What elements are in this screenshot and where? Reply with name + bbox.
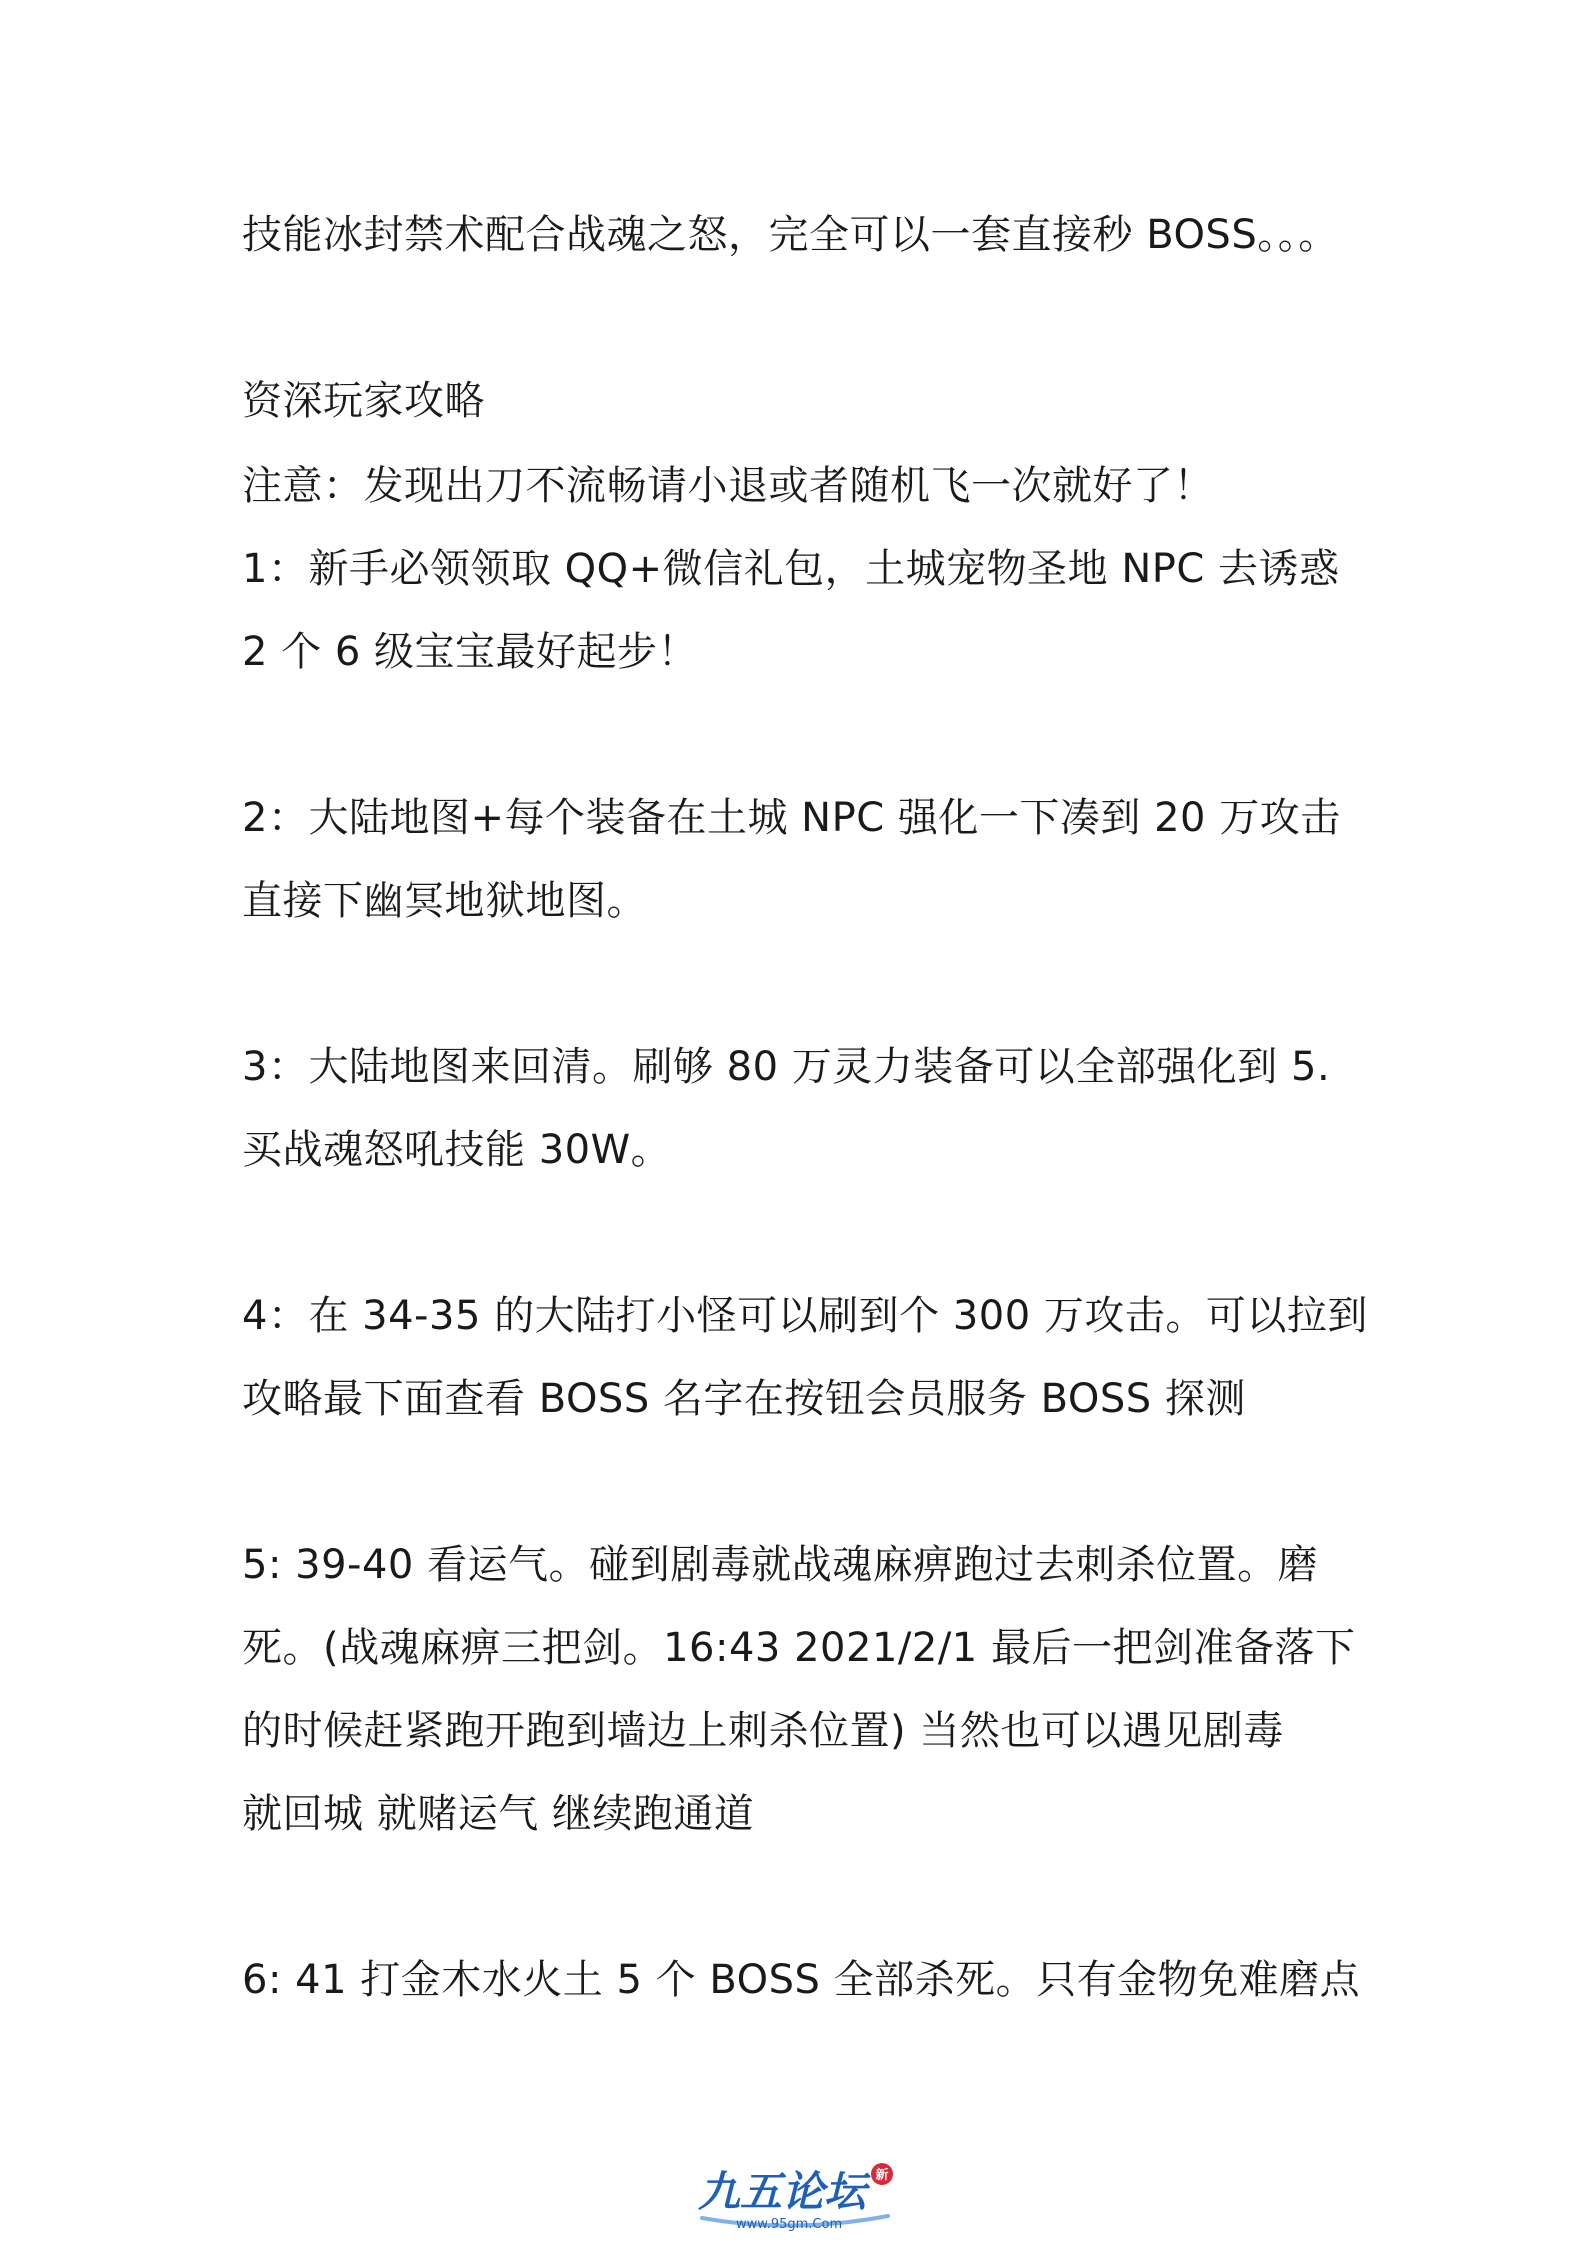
step-1-line-2: 2 个 6 级宝宝最好起步！ [242,629,699,675]
step-3-line-1: 3：大陆地图来回清。刷够 80 万灵力装备可以全部强化到 5. [242,1044,1331,1090]
step-4-line-2: 攻略最下面查看 BOSS 名字在按钮会员服务 BOSS 探测 [242,1376,1246,1422]
step-2-line-2: 直接下幽冥地狱地图。 [242,878,647,924]
step-5-line-1: 5: 39-40 看运气。碰到剧毒就战魂麻痹跑过去刺杀位置。磨 [242,1542,1319,1588]
footer-logo [692,2160,902,2232]
step-6-line-1: 6: 41 打金木水火土 5 个 BOSS 全部杀死。只有金物免难磨点 [242,1957,1361,2003]
section-heading: 资深玩家攻略 [242,378,485,424]
step-5-line-4: 就回城 就赌运气 继续跑通道 [242,1791,755,1837]
logo-text: 九五论坛 [698,2167,867,2216]
step-5-line-3: 的时候赶紧跑开跑到墙边上刺杀位置) 当然也可以遇见剧毒 [242,1708,1284,1754]
notice-line: 注意：发现出刀不流畅请小退或者随机飞一次就好了！ [242,463,1214,509]
logo-badge: 新 [875,2168,889,2183]
step-2-line-1: 2：大陆地图+每个装备在土城 NPC 强化一下凑到 20 万攻击 [242,795,1341,841]
text-line: 技能冰封禁术配合战魂之怒，完全可以一套直接秒 BOSS。。。 [242,212,1339,258]
logo-url: www.95gm.Com [736,2217,843,2232]
step-4-line-1: 4：在 34-35 的大陆打小怪可以刷到个 300 万攻击。可以拉到 [242,1293,1368,1339]
step-1-line-1: 1：新手必领领取 QQ+微信礼包，土城宠物圣地 NPC 去诱惑 [242,546,1340,592]
step-5-line-2: 死。(战魂麻痹三把剑。16:43 2021/2/1 最后一把剑准备落下 [242,1625,1356,1671]
logo-icon [692,2160,902,2232]
step-3-line-2: 买战魂怒吼技能 30W。 [242,1127,672,1173]
